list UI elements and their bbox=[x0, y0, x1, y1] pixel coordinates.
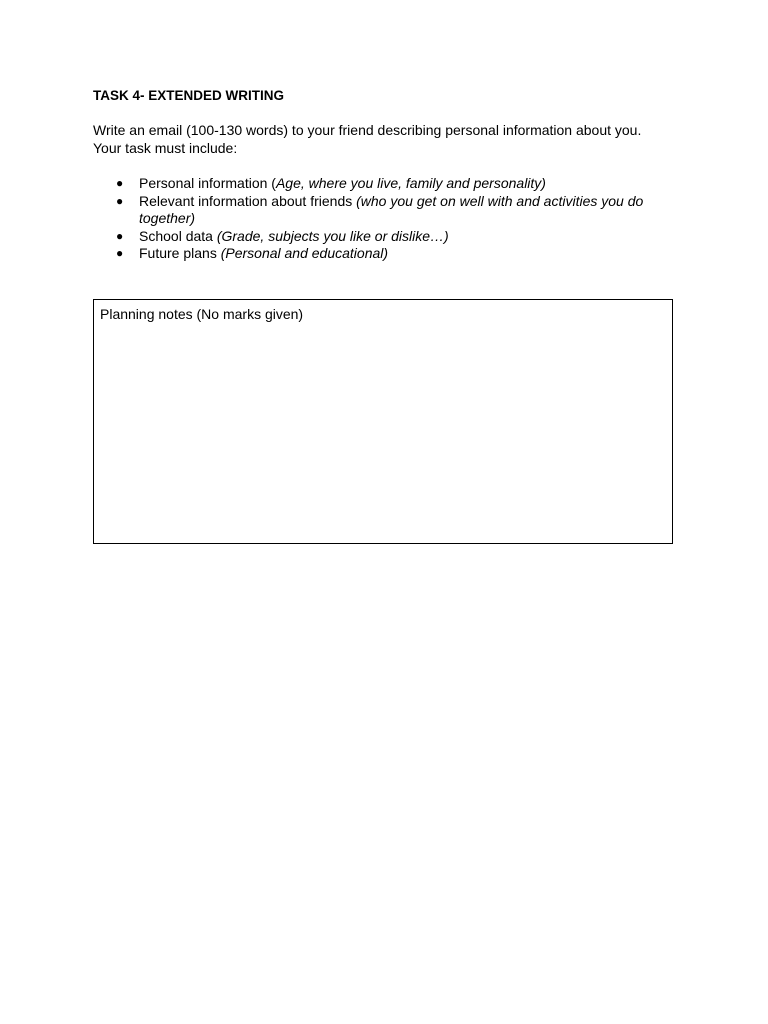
list-item bbox=[93, 175, 673, 193]
planning-notes-label: Planning notes (No marks given) bbox=[100, 306, 304, 322]
instruction-line: Write an email (100-130 words) to your friend describing personal information about you. bbox=[93, 122, 642, 138]
requirement-detail: (who you get on well with and activities you do together) bbox=[139, 192, 644, 226]
list-item bbox=[93, 228, 673, 246]
requirement-text: Future plans bbox=[139, 245, 221, 261]
list-item bbox=[93, 193, 673, 228]
requirement-text: Personal information ( bbox=[139, 175, 276, 191]
requirements-list bbox=[93, 175, 673, 263]
bullet-icon: ● bbox=[116, 176, 124, 190]
requirement-detail: (Personal and educational) bbox=[220, 245, 389, 261]
list-item bbox=[93, 245, 673, 263]
bullet-icon: ● bbox=[116, 246, 124, 260]
task-heading: TASK 4- EXTENDED WRITING bbox=[93, 88, 285, 103]
planning-notes-box[interactable] bbox=[93, 299, 673, 544]
bullet-icon: ● bbox=[116, 228, 124, 243]
task-instructions bbox=[93, 122, 693, 157]
bullet-icon: ● bbox=[116, 193, 124, 208]
requirement-text: Relevant information about friends bbox=[139, 192, 357, 209]
instruction-line: Your task must include: bbox=[93, 139, 238, 156]
requirement-text: School data bbox=[139, 227, 217, 244]
requirement-detail: (Grade, subjects you like or dislike…) bbox=[216, 227, 449, 244]
requirement-detail: Age, where you live, family and personality) bbox=[275, 175, 546, 191]
